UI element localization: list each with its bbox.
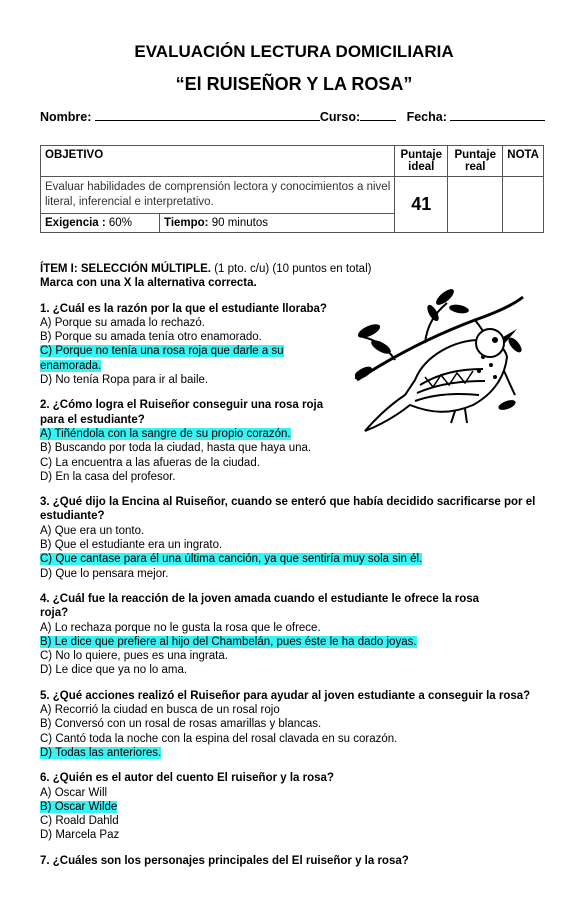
q5-option-b[interactable]: B) Conversó con un rosal de rosas amarillas y blancas. (40, 718, 322, 731)
q5-option-a[interactable]: A) Recorrió la ciudad en busca de un rosal rojo (40, 704, 280, 717)
objetivo-header: OBJETIVO (41, 146, 395, 177)
tiempo-cell (160, 214, 395, 233)
tiempo-value: 90 minutos (208, 217, 268, 229)
exigencia-value: 60% (105, 217, 132, 229)
q3-option-a[interactable]: A) Que era un tonto. (40, 524, 145, 537)
q1-option-a[interactable]: A) Porque su amada lo rechazó. (40, 316, 205, 329)
q4-option-c[interactable]: C) No lo quiere, pues es una ingrata. (40, 650, 228, 663)
nightingale-illustration (355, 285, 525, 437)
puntaje-ideal-header: Puntaje ideal (395, 146, 448, 177)
exigencia-cell (41, 214, 160, 233)
q6-option-a[interactable]: A) Oscar Will (40, 786, 108, 799)
q4-option-b[interactable] (40, 635, 552, 649)
q3-option-b[interactable]: B) Que el estudiante era un ingrato. (40, 539, 223, 552)
curso-field[interactable] (360, 108, 396, 121)
page-subtitle: “El RUISEÑOR Y LA ROSA” (175, 74, 413, 94)
q2-option-c[interactable]: C) La encuentra a las afueras de la ciudad. (40, 456, 260, 469)
item-heading (40, 262, 552, 276)
puntaje-ideal-value: 41 (395, 177, 448, 233)
q3-option-c[interactable] (40, 552, 552, 566)
q2-option-b[interactable]: B) Buscando por toda la ciudad, hasta que haya una. (40, 442, 312, 455)
puntaje-real-header: Puntaje real (448, 146, 503, 177)
q6-option-b[interactable] (40, 800, 552, 814)
nota-header: NOTA (503, 146, 544, 177)
q2-option-a-highlight: A) Tiñéndola con la sangre de su propio corazón. (40, 427, 291, 440)
q5-option-d-highlight: D) Todas las anteriores. (40, 746, 162, 759)
q5-option-d[interactable] (40, 746, 552, 760)
item-points: (1 pto. c/u) (10 puntos en total) (211, 263, 372, 275)
fecha-label: Fecha: (406, 110, 447, 124)
curso-label: Curso: (319, 110, 361, 124)
q1-option-c-highlight: C) Porque no tenía una rosa roja que darle a su enamorada. (40, 345, 284, 372)
q1-option-c[interactable] (40, 344, 330, 373)
question-4: 4. ¿Cuál fue la reacción de la joven amada cuando el estudiante le ofrece la rosa roja? (40, 592, 480, 620)
fecha-field[interactable] (450, 108, 545, 121)
nombre-field[interactable] (95, 108, 320, 121)
q3-option-d[interactable]: D) Que lo pensara mejor. (40, 567, 169, 580)
puntaje-real-cell[interactable] (448, 177, 503, 233)
q1-option-d[interactable]: D) No tenía Ropa para ir al baile. (40, 374, 209, 387)
q5-option-c[interactable]: C) Cantó toda la noche con la espina del rosal clavada en su corazón. (40, 732, 398, 745)
q3-option-c-highlight: C) Que cantase para él una última canción, ya que sentiría muy sola sin él. (40, 553, 423, 566)
q1-option-b[interactable]: B) Porque su amada tenía otro enamorado. (40, 331, 262, 344)
question-6: 6. ¿Quién es el autor del cuento El ruiseñor y la rosa? (40, 772, 334, 785)
objective-table (40, 145, 544, 233)
q4-option-a[interactable]: A) Lo rechaza porque no le gusta la rosa que le ofrece. (40, 621, 321, 634)
q6-option-c[interactable]: C) Roald Dahld (40, 815, 119, 828)
q6-option-d[interactable]: D) Marcela Paz (40, 829, 120, 842)
item-title: ÍTEM I: SELECCIÓN MÚLTIPLE. (40, 263, 212, 275)
q2-option-d[interactable]: D) En la casa del profesor. (40, 470, 176, 483)
question-1: 1. ¿Cuál es la razón por la que el estudiante lloraba? (40, 302, 327, 315)
q4-option-b-highlight: B) Le dice que prefiere al hijo del Chambelán, pues éste le ha dado joyas. (40, 635, 417, 648)
nombre-label: Nombre: (40, 110, 92, 124)
question-2: 2. ¿Cómo logra el Ruiseñor conseguir una rosa roja para el estudiante? (40, 399, 324, 426)
page-title: EVALUACIÓN LECTURA DOMICILIARIA (134, 42, 454, 61)
question-5: 5. ¿Qué acciones realizó el Ruiseñor para ayudar al joven estudiante a conseguir la rosa? (40, 689, 531, 702)
q4-option-d[interactable]: D) Le dice que ya no lo ama. (40, 664, 188, 677)
tiempo-label: Tiempo: (164, 217, 209, 229)
student-info-line (40, 108, 545, 124)
objective-text: Evaluar habilidades de comprensión lectora y conocimientos a nivel literal, inferencial e interpretativo. (41, 177, 395, 214)
question-3: 3. ¿Qué dijo la Encina al Ruiseñor, cuando se enteró que había decidido sacrificarse por el estudiante? (40, 496, 536, 523)
question-7: 7. ¿Cuáles son los personajes principales del El ruiseñor y la rosa? (40, 854, 409, 867)
item-instruction: Marca con una X la alternativa correcta. (40, 277, 257, 290)
exigencia-label: Exigencia : (45, 217, 106, 229)
q6-option-b-highlight: B) Oscar Wilde (40, 800, 118, 813)
nota-cell[interactable] (503, 177, 544, 233)
